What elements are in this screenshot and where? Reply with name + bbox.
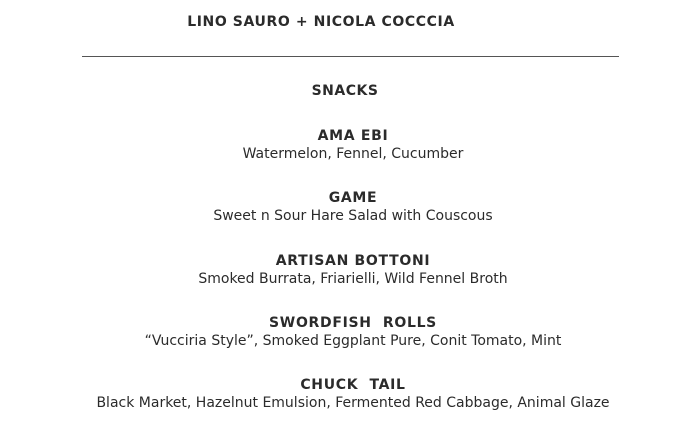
menu-item-name: SWORDFISH ROLLS [269, 315, 437, 331]
menu-item-description: “Vucciria Style”, Smoked Eggplant Pure, Conit Tomato, Mint [144, 333, 562, 349]
section-heading-snacks: SNACKS [311, 83, 379, 99]
menu-item-swordfish-rolls [0, 315, 700, 350]
menu-item-description: Watermelon, Fennel, Cucumber [242, 146, 464, 162]
menu-title: LINO SAURO + NICOLA COCCCIA [187, 14, 455, 30]
menu-item-artisan-bottoni [0, 253, 700, 288]
title-divider [82, 56, 619, 57]
menu-item-ama-ebi [0, 128, 700, 163]
menu-item-name: ARTISAN BOTTONI [275, 253, 431, 269]
menu-item-description: Smoked Burrata, Friarielli, Wild Fennel Broth [198, 271, 508, 287]
menu-item-description: Black Market, Hazelnut Emulsion, Fermented Red Cabbage, Animal Glaze [96, 395, 610, 411]
menu-item-name: GAME [328, 190, 378, 206]
menu-item-chuck-tail [0, 377, 700, 412]
menu-item-description: Sweet n Sour Hare Salad with Couscous [213, 208, 493, 224]
menu-item-game [0, 190, 700, 225]
menu-item-name: CHUCK TAIL [300, 377, 406, 393]
menu-item-name: AMA EBI [317, 128, 389, 144]
